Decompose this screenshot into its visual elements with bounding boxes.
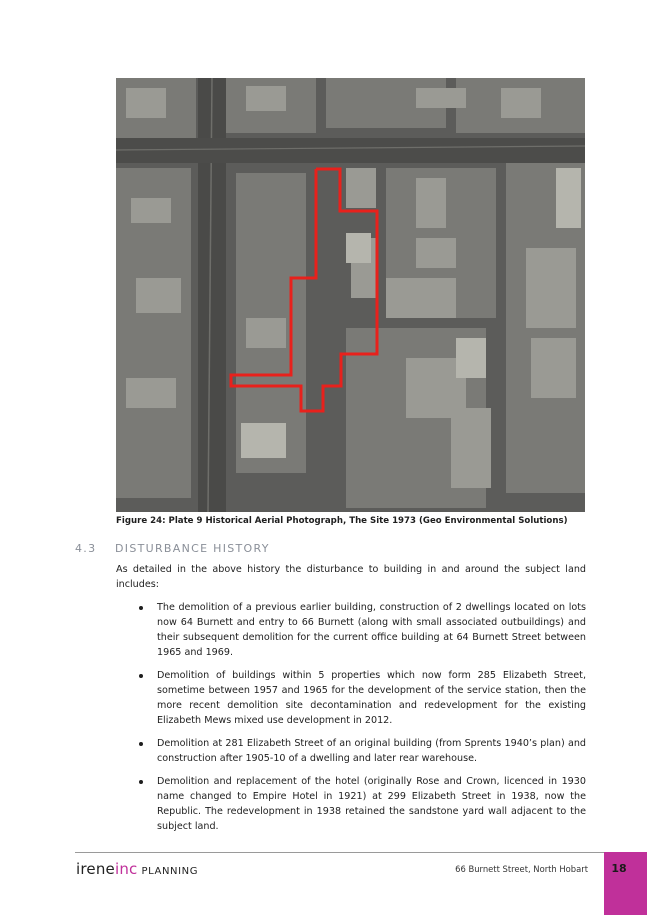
section-heading (75, 542, 270, 555)
list-item (116, 600, 586, 660)
bullet-icon (139, 780, 143, 784)
section-title: DISTURBANCE HISTORY (115, 542, 270, 555)
aerial-photo-graphic (116, 78, 585, 512)
footer-address: 66 Burnett Street, North Hobart (455, 864, 588, 874)
section-intro: As detailed in the above history the disturbance to building in and around the subject land includes: (116, 564, 586, 590)
list-item-text: Demolition and replacement of the hotel (originally Rose and Crown, licenced in 1930 name changed to Empire Hotel in 1921) at 299 Elizabeth Street in 1938, now the Republic. The redevelopment in 1938 retained the sandstone yard wall adjacent to the subject land. (157, 776, 586, 832)
aerial-photograph (116, 78, 585, 512)
page-number: 18 (611, 862, 627, 875)
bullet-icon (139, 674, 143, 678)
list-item (116, 736, 586, 766)
list-item (116, 668, 586, 728)
list-item (116, 774, 586, 834)
brand-logo-irene: irene (76, 860, 115, 878)
brand-logo-planning: PLANNING (141, 866, 199, 877)
list-item-text: Demolition at 281 Elizabeth Street of an original building (from Sprents 1940’s plan) and construction after 1905-10 of a dwelling and later rear warehouse. (157, 738, 586, 764)
page-number-tab (604, 852, 647, 915)
brand-logo-inc: inc (114, 860, 138, 878)
list-item-text: Demolition of buildings within 5 properties which now form 285 Elizabeth Street, sometime between 1957 and 1965 for the development of the service station, then the more recent demolition site decontamination and redevelopment for the existing Elizabeth Mews mixed use development in 2012. (157, 670, 586, 726)
figure-caption: Figure 24: Plate 9 Historical Aerial Photograph, The Site 1973 (Geo Environmental Solutions) (116, 516, 568, 526)
footer-divider (75, 852, 605, 853)
bullet-icon (139, 606, 143, 610)
bullet-icon (139, 742, 143, 746)
list-item-text: The demolition of a previous earlier building, construction of 2 dwellings located on lots now 64 Burnett and entry to 66 Burnett (along with small associated outbuildings) and their subsequent demolition for the current office building at 64 Burnett Street between 1965 and 1969. (157, 602, 586, 658)
disturbance-list (116, 600, 586, 842)
section-number: 4.3 (75, 542, 97, 555)
brand-logo (76, 859, 198, 878)
